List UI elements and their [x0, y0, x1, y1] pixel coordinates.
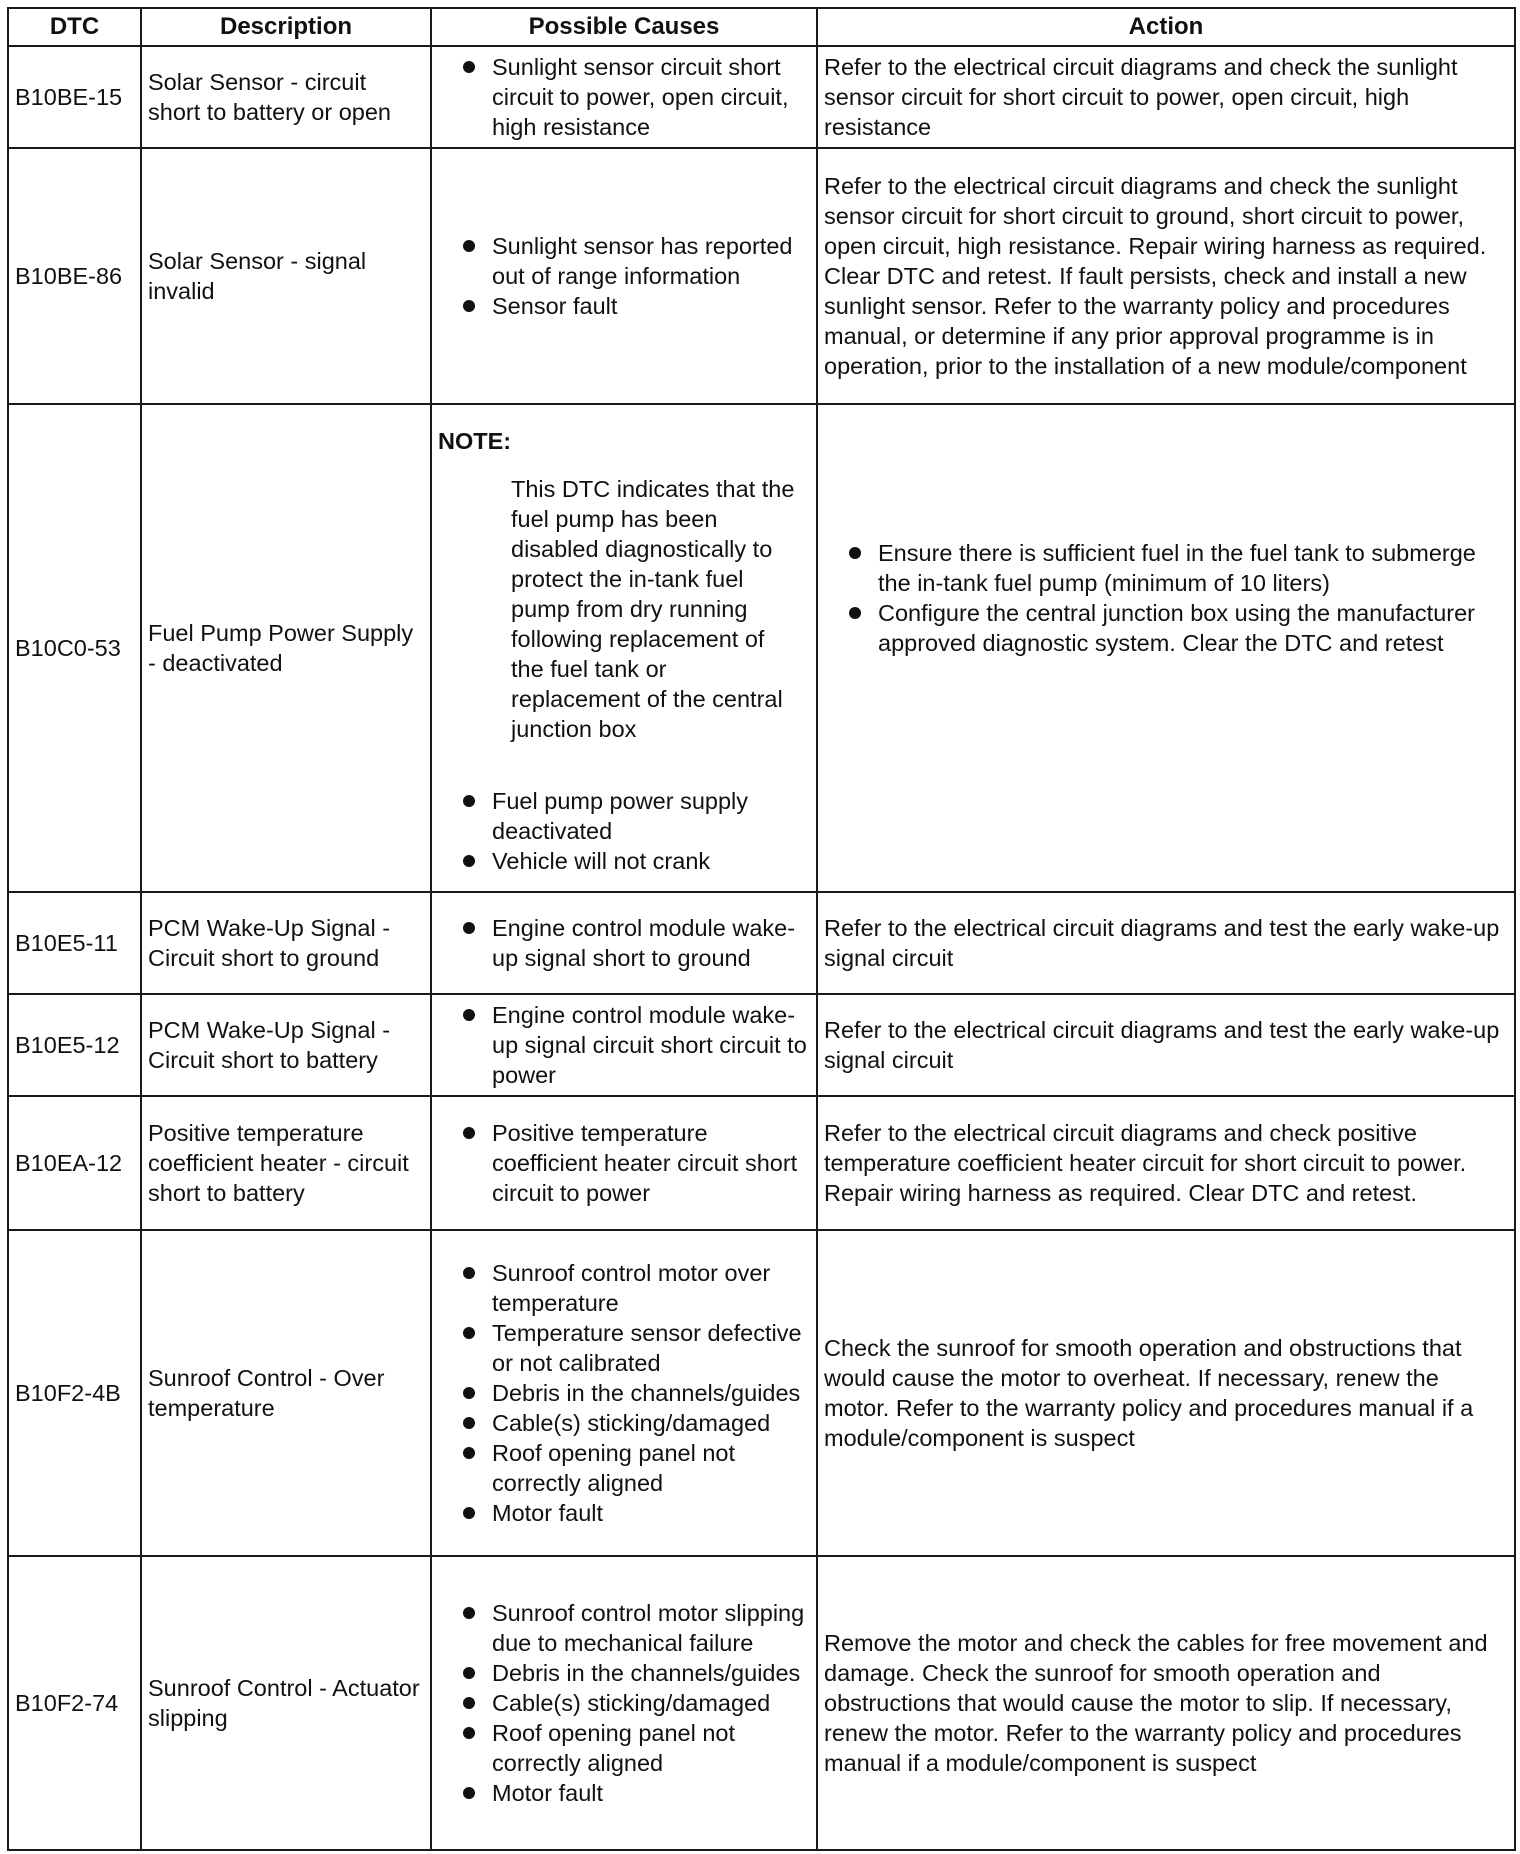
header-dtc: DTC [8, 8, 141, 46]
cause-item: Positive temperature coefficient heater circuit short circuit to power [438, 1118, 810, 1208]
description-cell: PCM Wake-Up Signal - Circuit short to ground [141, 892, 431, 994]
cause-item: Cable(s) sticking/damaged [438, 1408, 810, 1438]
causes-cell [431, 1096, 817, 1230]
header-row [8, 8, 1515, 46]
cause-item: Fuel pump power supply deactivated [438, 786, 810, 846]
action-item: Ensure there is sufficient fuel in the fuel tank to submerge the in-tank fuel pump (minimum of 10 liters) [824, 538, 1508, 598]
dtc-code: B10BE-15 [8, 46, 141, 148]
description-cell: Positive temperature coefficient heater - circuit short to battery [141, 1096, 431, 1230]
action-cell: Refer to the electrical circuit diagrams and test the early wake-up signal circuit [817, 994, 1515, 1096]
description-cell: Sunroof Control - Over temperature [141, 1230, 431, 1556]
cause-item: Debris in the channels/guides [438, 1658, 810, 1688]
cause-item: Sunroof control motor slipping due to mechanical failure [438, 1598, 810, 1658]
causes-cell [431, 46, 817, 148]
dtc-code: B10F2-74 [8, 1556, 141, 1850]
header-description: Description [141, 8, 431, 46]
cause-item: Motor fault [438, 1778, 810, 1808]
header-action: Action [817, 8, 1515, 46]
description-cell: Sunroof Control - Actuator slipping [141, 1556, 431, 1850]
table-row [8, 1230, 1515, 1556]
dtc-code: B10F2-4B [8, 1230, 141, 1556]
action-cell: Refer to the electrical circuit diagrams and check positive temperature coefficient heater circuit for short circuit to power. Repair wiring harness as required. Clear DTC and retest. [817, 1096, 1515, 1230]
dtc-code: B10BE-86 [8, 148, 141, 404]
causes-cell [431, 892, 817, 994]
description-cell: Solar Sensor - circuit short to battery or open [141, 46, 431, 148]
description-cell: PCM Wake-Up Signal - Circuit short to battery [141, 994, 431, 1096]
cause-item: Motor fault [438, 1498, 810, 1528]
causes-cell [431, 148, 817, 404]
dtc-code: B10E5-11 [8, 892, 141, 994]
dtc-code: B10C0-53 [8, 404, 141, 892]
cause-item: Sunroof control motor over temperature [438, 1258, 810, 1318]
action-cell: Check the sunroof for smooth operation and obstructions that would cause the motor to overheat. If necessary, renew the motor. Refer to the warranty policy and procedures manual if a module/component is suspect [817, 1230, 1515, 1556]
note-text: This DTC indicates that the fuel pump has been disabled diagnostically to protect the in-tank fuel pump from dry running following replacement of the fuel tank or replacement of the central junction box [511, 476, 795, 742]
action-cell: Refer to the electrical circuit diagrams and check the sunlight sensor circuit for short circuit to ground, short circuit to power, open circuit, high resistance. Repair wiring harness as required. Clear DTC and retest. If fault persists, check and install a new sunlight sensor. Refer to the warranty policy and procedures manual, or determine if any prior approval programme is in operation, prior to the installation of a new module/component [817, 148, 1515, 404]
cause-item: Debris in the channels/guides [438, 1378, 810, 1408]
dtc-code: B10EA-12 [8, 1096, 141, 1230]
table-row [8, 892, 1515, 994]
cause-item: Sunlight sensor circuit short circuit to power, open circuit, high resistance [438, 52, 810, 142]
note-label: NOTE: [438, 428, 512, 454]
action-cell [817, 404, 1515, 892]
action-item: Configure the central junction box using the manufacturer approved diagnostic system. Clear the DTC and retest [824, 598, 1508, 658]
table-row [8, 994, 1515, 1096]
cause-item: Temperature sensor defective or not calibrated [438, 1318, 810, 1378]
dtc-code: B10E5-12 [8, 994, 141, 1096]
table-row [8, 1096, 1515, 1230]
causes-cell [431, 1556, 817, 1850]
table-row [8, 148, 1515, 404]
table-row [8, 1556, 1515, 1850]
dtc-table [7, 7, 1516, 1851]
header-causes: Possible Causes [431, 8, 817, 46]
description-cell: Solar Sensor - signal invalid [141, 148, 431, 404]
causes-cell [431, 1230, 817, 1556]
cause-item: Vehicle will not crank [438, 846, 810, 876]
causes-cell [431, 994, 817, 1096]
action-cell: Refer to the electrical circuit diagrams and test the early wake-up signal circuit [817, 892, 1515, 994]
causes-cell [431, 404, 817, 892]
table-row [8, 404, 1515, 892]
cause-item: Roof opening panel not correctly aligned [438, 1718, 810, 1778]
cause-item: Roof opening panel not correctly aligned [438, 1438, 810, 1498]
table-row [8, 46, 1515, 148]
action-cell: Refer to the electrical circuit diagrams and check the sunlight sensor circuit for short circuit to power, open circuit, high resistance [817, 46, 1515, 148]
description-cell: Fuel Pump Power Supply - deactivated [141, 404, 431, 892]
cause-item: Sensor fault [438, 291, 810, 321]
cause-item: Cable(s) sticking/damaged [438, 1688, 810, 1718]
cause-item: Engine control module wake-up signal short to ground [438, 913, 810, 973]
cause-item: Engine control module wake-up signal circuit short circuit to power [438, 1000, 810, 1090]
cause-item: Sunlight sensor has reported out of range information [438, 231, 810, 291]
action-cell: Remove the motor and check the cables for free movement and damage. Check the sunroof for smooth operation and obstructions that would cause the motor to slip. If necessary, renew the motor. Refer to the warranty policy and procedures manual if a module/component is suspect [817, 1556, 1515, 1850]
